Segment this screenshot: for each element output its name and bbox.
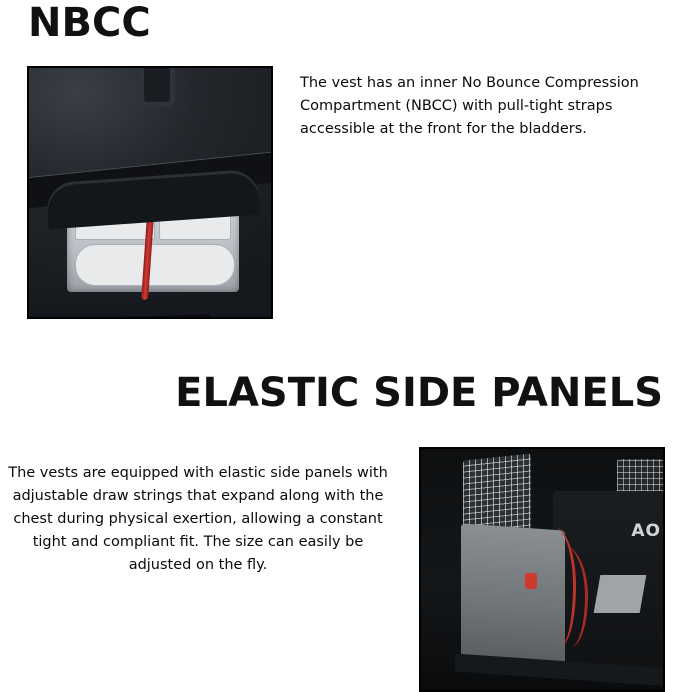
- vest-strap-shape: [139, 68, 175, 107]
- nbcc-description: The vest has an inner No Bounce Compression Compartment (NBCC) with pull-tight straps accessible at the front for the bladders.: [300, 75, 639, 137]
- page-title-elastic-side-panels: ELASTIC SIDE PANELS: [175, 370, 663, 416]
- cord-toggle-shape: [525, 573, 537, 589]
- elastic-side-panels-description: The vests are equipped with elastic side panels with adjustable draw strings that expand along with the chest during physical exertion, allowing a constant tight and compliant fit. The size can easily be adjusted on the fly.: [8, 465, 388, 573]
- vest-brand-text: AO: [631, 521, 661, 541]
- bladder-pack-shape: [75, 244, 235, 286]
- reflective-patch-shape: [594, 575, 647, 613]
- page-title-nbcc: NBCC: [28, 0, 151, 46]
- elastic-side-panels-photo: [419, 447, 665, 692]
- nbcc-photo: [27, 66, 273, 319]
